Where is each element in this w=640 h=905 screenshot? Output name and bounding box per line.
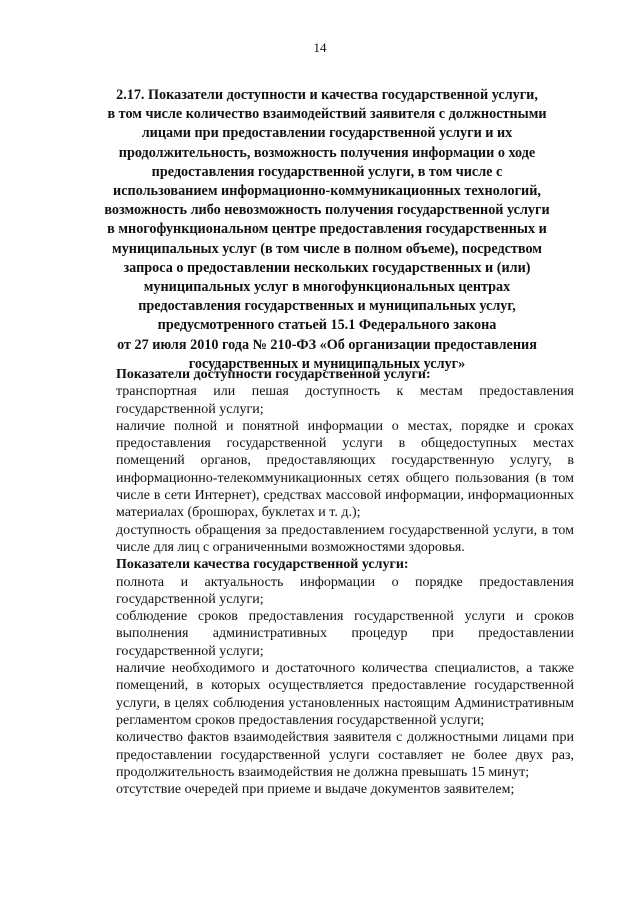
quality-item: отсутствие очередей при приеме и выдаче документов заявителем; [116, 782, 515, 798]
heading-line: предоставления государственной услуги, в том числе с [151, 163, 503, 180]
heading-line: муниципальных услуг (в том числе в полном объеме), посредством [112, 240, 542, 257]
availability-title: Показатели доступности государственной услуги: [116, 367, 431, 382]
heading-line: продолжительность, возможность получения информации о ходе [118, 144, 536, 161]
heading-line: государственных и муниципальных услуг» [188, 355, 466, 372]
section-heading [92, 86, 562, 374]
quality-item: полнота и актуальность информации о порядке предоставления государственной услуги; [116, 574, 574, 607]
quality-item: соблюдение сроков предоставления государственной услуги и сроков выполнения административных процедур при предоставлении государственной услуги; [116, 609, 574, 659]
availability-item: транспортная или пешая доступность к местам предоставления государственной услуги; [116, 384, 574, 417]
heading-line: в том числе количество взаимодействий заявителя с должностными [107, 106, 547, 123]
document-body [116, 366, 574, 798]
heading-line: лицами при предоставлении государственной услуги и их [141, 125, 513, 142]
heading-line: возможность либо невозможность получения государственной услуги [104, 202, 550, 219]
heading-line: запроса о предоставлении нескольких государственных и (или) [123, 259, 531, 276]
heading-line: предоставления государственных и муниципальных услуг, [138, 298, 516, 315]
availability-item: доступность обращения за предоставлением государственной услуги, в том числе для лиц с ограниченными возможностями здоровья. [116, 522, 574, 555]
quality-item: количество фактов взаимодействия заявителя с должностными лицами при предоставлении государственной услуги составляет не более двух раз, продолжительность взаимодействия не должна превышать 15 минут; [116, 730, 574, 780]
heading-line: использованием информационно-коммуникационных технологий, [113, 183, 541, 200]
quality-item: наличие необходимого и достаточного количества специалистов, а также помещений, в которых осуществляется предоставление государственной услуги, в целях соблюдения установленных настоящим Административным регламентом сроков предоставления государственной услуги; [116, 661, 574, 728]
heading-line: муниципальных услуг в многофункциональных центрах [143, 279, 511, 296]
heading-line: в многофункциональном центре предоставления государственных и [107, 221, 547, 238]
heading-line: 2.17. Показатели доступности и качества государственной услуги, [116, 87, 538, 103]
page-number: 14 [313, 40, 327, 55]
availability-item: наличие полной и понятной информации о местах, порядке и сроках предоставления государственной услуги в общедоступных местах помещений органов, предоставляющих государственную услугу, в информационно-телекоммуникационных сетях общего пользования (в том числе в сети Интернет), средствах массовой информации, информационных материалах (брошюрах, буклетах и т. д.); [116, 418, 574, 521]
heading-line: от 27 июля 2010 года № 210-ФЗ «Об организации предоставления [117, 336, 537, 353]
heading-line: предусмотренного статьей 15.1 Федерального закона [157, 317, 497, 334]
quality-title: Показатели качества государственной услуги: [116, 557, 409, 573]
